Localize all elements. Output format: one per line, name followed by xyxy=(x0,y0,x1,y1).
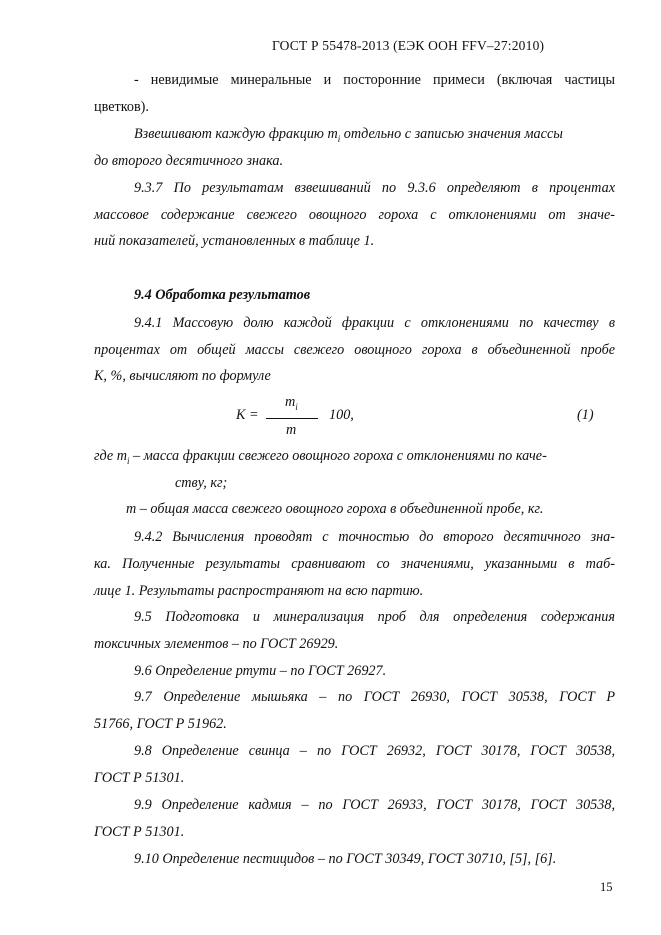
text-line: токсичных элементов – по ГОСТ 26929. xyxy=(94,636,339,652)
page-header: ГОСТ Р 55478-2013 (ЕЭК ООН FFV–27:2010) xyxy=(272,38,545,53)
fraction-bar xyxy=(266,418,318,419)
formula-lhs: К = xyxy=(236,407,259,423)
text-line: 9.10 Определение пестицидов – по ГОСТ 30349, ГОСТ 30710, [5], [6]. xyxy=(134,851,557,867)
text-line: до второго десятичного знака. xyxy=(94,153,284,169)
text-line: 9.6 Определение ртути – по ГОСТ 26927. xyxy=(134,663,387,679)
text-line: 9.5 Подготовка и минерализация проб для определения содержания xyxy=(134,609,615,625)
text-line: m – общая масса свежего овощного гороха в объединенной пробе, кг. xyxy=(126,501,544,517)
text-line: ний показателей, установленных в таблице 1. xyxy=(94,233,375,249)
text-line: где $m_i$ – масса фракции свежего овощного гороха с отклонениями по каче- xyxy=(94,448,547,466)
section-heading: 9.4 Обработка результатов xyxy=(134,287,311,303)
formula-factor: 100, xyxy=(329,407,354,423)
page-number: 15 xyxy=(600,880,613,894)
text-line: 9.9 Определение кадмия – по ГОСТ 26933, ГОСТ 30178, ГОСТ 30538, xyxy=(134,797,615,813)
text-line: массовое содержание свежего овощного гороха с отклонениями от значе- xyxy=(94,207,615,223)
text-line: ству, кг; xyxy=(175,475,228,491)
text-line: 9.4.2 Вычисления проводят с точностью до второго десятичного зна- xyxy=(134,529,615,545)
formula-denominator: m xyxy=(286,422,297,438)
text-line: 9.7 Определение мышьяка – по ГОСТ 26930, ГОСТ 30538, ГОСТ Р xyxy=(134,689,615,705)
text-line: К, %, вычисляют по формуле xyxy=(94,368,271,384)
text-line: 9.3.7 По результатам взвешиваний по 9.3.6 определяют в процентах xyxy=(134,180,615,196)
text-line: цветков). xyxy=(94,99,149,115)
text-line: 9.4.1 Массовую долю каждой фракции с отклонениями по качеству в xyxy=(134,315,615,331)
text-line: ГОСТ Р 51301. xyxy=(94,824,185,840)
text-line: процентах от общей массы свежего овощного гороха в объединенной пробе xyxy=(94,342,615,358)
text-line: - невидимые минеральные и посторонние примеси (включая частицы xyxy=(134,72,615,88)
text-line: ка. Полученные результаты сравнивают со значениями, указанными в таб- xyxy=(94,556,615,572)
text-line: 51766, ГОСТ Р 51962. xyxy=(94,716,227,732)
text-line: Взвешивают каждую фракцию $m_i$ отдельно с записью значения массы xyxy=(134,126,563,144)
formula-number: (1) xyxy=(577,407,594,423)
text-line: лице 1. Результаты распространяют на всю партию. xyxy=(94,583,424,599)
text-line: ГОСТ Р 51301. xyxy=(94,770,185,786)
formula-numerator: $m_i$ xyxy=(285,394,298,412)
text-line: 9.8 Определение свинца – по ГОСТ 26932, ГОСТ 30178, ГОСТ 30538, xyxy=(134,743,615,759)
